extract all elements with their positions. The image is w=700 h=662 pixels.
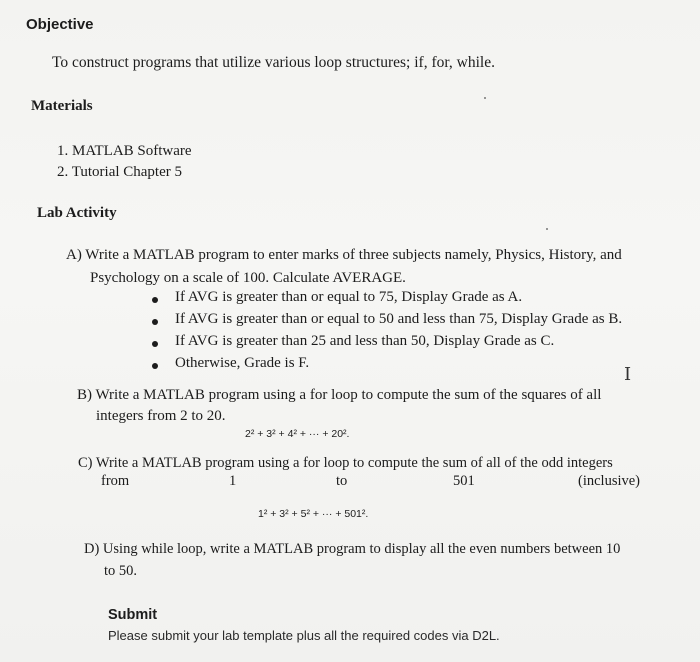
question-c-end-value: 501 xyxy=(453,473,475,489)
grade-rule-f: Otherwise, Grade is F. xyxy=(175,355,310,371)
text-cursor-icon: I xyxy=(624,364,632,385)
bullet-icon xyxy=(152,363,158,369)
submit-heading: Submit xyxy=(108,607,158,623)
question-c-from: from xyxy=(101,473,130,489)
question-c-to: to xyxy=(336,473,348,489)
question-d-line-2: to 50. xyxy=(104,563,138,579)
materials-heading: Materials xyxy=(31,98,93,114)
objective-text: To construct programs that utilize various loop structures; if, for, while. xyxy=(52,54,495,71)
materials-item-2: 2. Tutorial Chapter 5 xyxy=(57,164,183,180)
bullet-icon xyxy=(152,297,158,303)
grade-rule-c: If AVG is greater than 25 and less than 50, Display Grade as C. xyxy=(175,333,555,349)
bullet-icon xyxy=(152,341,158,347)
question-c-inclusive: (inclusive) xyxy=(578,473,641,489)
lab-activity-heading: Lab Activity xyxy=(37,205,117,221)
submit-text: Please submit your lab template plus all the required codes via D2L. xyxy=(108,628,500,643)
grade-rule-b: If AVG is greater than or equal to 50 and less than 75, Display Grade as B. xyxy=(175,311,623,327)
paper-speck xyxy=(484,97,486,99)
materials-item-1: 1. MATLAB Software xyxy=(57,143,192,159)
objective-heading: Objective xyxy=(26,16,94,33)
odd-squares-equation: 1² + 3² + 5² + ··· + 501². xyxy=(258,508,369,520)
question-d-line-1: D) Using while loop, write a MATLAB program to display all the even numbers between 10 xyxy=(84,541,621,557)
question-c-start-value: 1 xyxy=(229,473,237,489)
paper-speck xyxy=(546,228,548,230)
question-b-line-1: B) Write a MATLAB program using a for loop to compute the sum of the squares of all xyxy=(77,387,602,403)
sum-of-squares-equation: 2² + 3² + 4² + ··· + 20². xyxy=(245,428,350,440)
question-b-line-2: integers from 2 to 20. xyxy=(96,408,226,424)
bullet-icon xyxy=(152,319,158,325)
question-c-line-1: C) Write a MATLAB program using a for loop to compute the sum of all of the odd integers xyxy=(78,455,613,471)
question-a-line-2: Psychology on a scale of 100. Calculate AVERAGE. xyxy=(90,270,406,286)
grade-rule-a: If AVG is greater than or equal to 75, Display Grade as A. xyxy=(175,289,523,305)
question-a-line-1: A) Write a MATLAB program to enter marks of three subjects namely, Physics, History, and xyxy=(66,247,622,263)
